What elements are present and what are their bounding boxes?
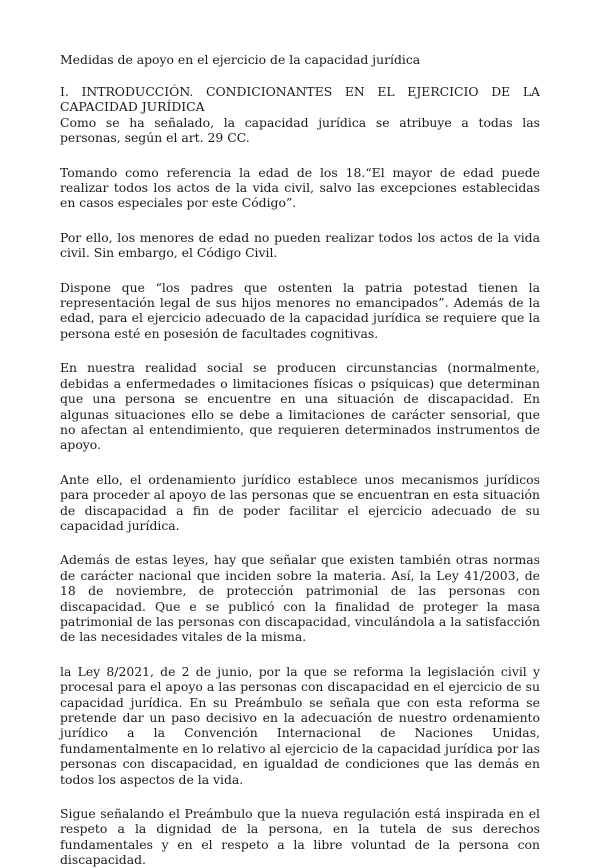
paragraph: Ante ello, el ordenamiento jurídico establece unos mecanismos jurídicos para proceder al apoyo de las personas que se encuentran en esta situación de discapacidad a fin de poder facilitar el ejercicio adecuado de su capacidad jurídica. <box>60 471 540 533</box>
paragraph: Por ello, los menores de edad no pueden realizar todos los actos de la vida civil. Sin embargo, el Código Civil. <box>60 229 540 261</box>
paragraph: Dispone que “los padres que ostenten la patria potestad tienen la representación legal de sus hijos menores no emancipados”. Además de la edad, para el ejercicio adecuado de la capacidad jurídica se requiere que la persona esté en posesión de facultades cognitivas. <box>60 279 540 341</box>
document-title: Medidas de apoyo en el ejercicio de la capacidad jurídica <box>60 52 421 67</box>
paragraph: Sigue señalando el Preámbulo que la nueva regulación está inspirada en el respeto a la dignidad de la persona, en la tutela de sus derechos fundamentales y en el respeto a la libre voluntad de la persona con discapacidad. <box>60 806 540 868</box>
paragraph: Además de estas leyes, hay que señalar que existen también otras normas de carácter nacional que inciden sobre la materia. Así, la Ley 41/2003, de 18 de noviembre, de protección patrimonial de las personas con discapacidad. Que e se publicó con la finalidad de proteger la masa patrimonial de las personas con discapacidad, vinculándola a la satisfacción de las necesidades vitales de la misma. <box>60 552 540 645</box>
section-heading: I. INTRODUCCIÓN. CONDICIONANTES EN EL EJERCICIO DE LA CAPACIDAD JURÍDICA <box>60 84 540 115</box>
paragraph: la Ley 8/2021, de 2 de junio, por la que se reforma la legislación civil y procesal para el apoyo a las personas con discapacidad en el ejercicio de su capacidad jurídica. En su Preámbulo se señala que con esta reforma se pretende dar un paso decisivo en la adecuación de nuestro ordenamiento jurídico a la Convención Internacional de Naciones Unidas, fundamentalmente en lo relativo al ejercicio de la capacidad jurídica por las personas con discapacidad, en igualdad de condiciones que las demás en todos los aspectos de la vida. <box>60 663 540 787</box>
paragraph: En nuestra realidad social se producen circunstancias (normalmente, debidas a enfermedades o limitaciones físicas o psíquicas) que determinan que una persona se encuentre en una situación de discapacidad. En algunas situaciones ello se debe a limitaciones de carácter sensorial, que no afectan al entendimiento, que requieren determinados instrumentos de apoyo. <box>60 360 540 453</box>
paragraph: Tomando como referencia la edad de los 18.“El mayor de edad puede realizar todos los actos de la vida civil, salvo las excepciones establecidas en casos especiales por este Código”. <box>60 164 540 211</box>
paragraph: Como se ha señalado, la capacidad jurídica se atribuye a todas las personas, según el art. 29 CC. <box>60 114 540 146</box>
